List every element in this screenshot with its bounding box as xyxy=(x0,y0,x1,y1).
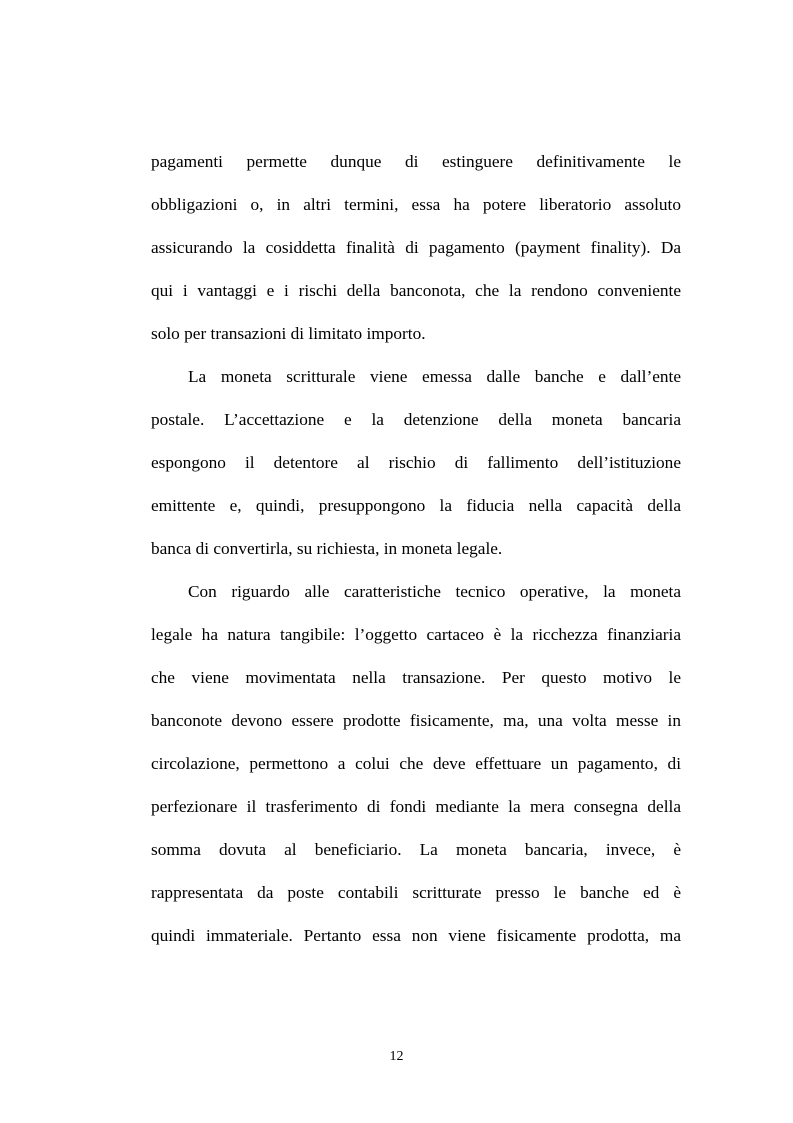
page-number: 12 xyxy=(389,1049,404,1064)
text-line: rappresentata da poste contabili scritturate presso le banche ed è xyxy=(151,883,681,902)
text-line: circolazione, permettono a colui che deve effettuare un pagamento, di xyxy=(151,754,681,773)
text-line: pagamenti permette dunque di estinguere definitivamente le xyxy=(151,152,681,171)
text-line: che viene movimentata nella transazione. Per questo motivo le xyxy=(151,668,681,687)
text-line: Con riguardo alle caratteristiche tecnico operative, la moneta xyxy=(188,582,681,601)
text-line: quindi immateriale. Pertanto essa non viene fisicamente prodotta, ma xyxy=(151,926,681,945)
text-line: somma dovuta al beneficiario. La moneta bancaria, invece, è xyxy=(151,840,681,859)
text-line: qui i vantaggi e i rischi della banconota, che la rendono conveniente xyxy=(151,281,681,300)
text-line: perfezionare il trasferimento di fondi mediante la mera consegna della xyxy=(151,797,681,816)
text-line: solo per transazioni di limitato importo. xyxy=(151,324,426,343)
text-line: legale ha natura tangibile: l’oggetto cartaceo è la ricchezza finanziaria xyxy=(151,625,681,644)
text-line: assicurando la cosiddetta finalità di pagamento (payment finality). Da xyxy=(151,238,681,257)
text-line: emittente e, quindi, presuppongono la fiducia nella capacità della xyxy=(151,496,681,515)
text-line: postale. L’accettazione e la detenzione della moneta bancaria xyxy=(151,410,681,429)
text-line: obbligazioni o, in altri termini, essa ha potere liberatorio assoluto xyxy=(151,195,681,214)
text-line: La moneta scritturale viene emessa dalle banche e dall’ente xyxy=(188,367,681,386)
body-text xyxy=(151,145,681,962)
text-line: banca di convertirla, su richiesta, in moneta legale. xyxy=(151,539,503,558)
text-line: espongono il detentore al rischio di fallimento dell’istituzione xyxy=(151,453,681,472)
text-line: banconote devono essere prodotte fisicamente, ma, una volta messe in xyxy=(151,711,681,730)
